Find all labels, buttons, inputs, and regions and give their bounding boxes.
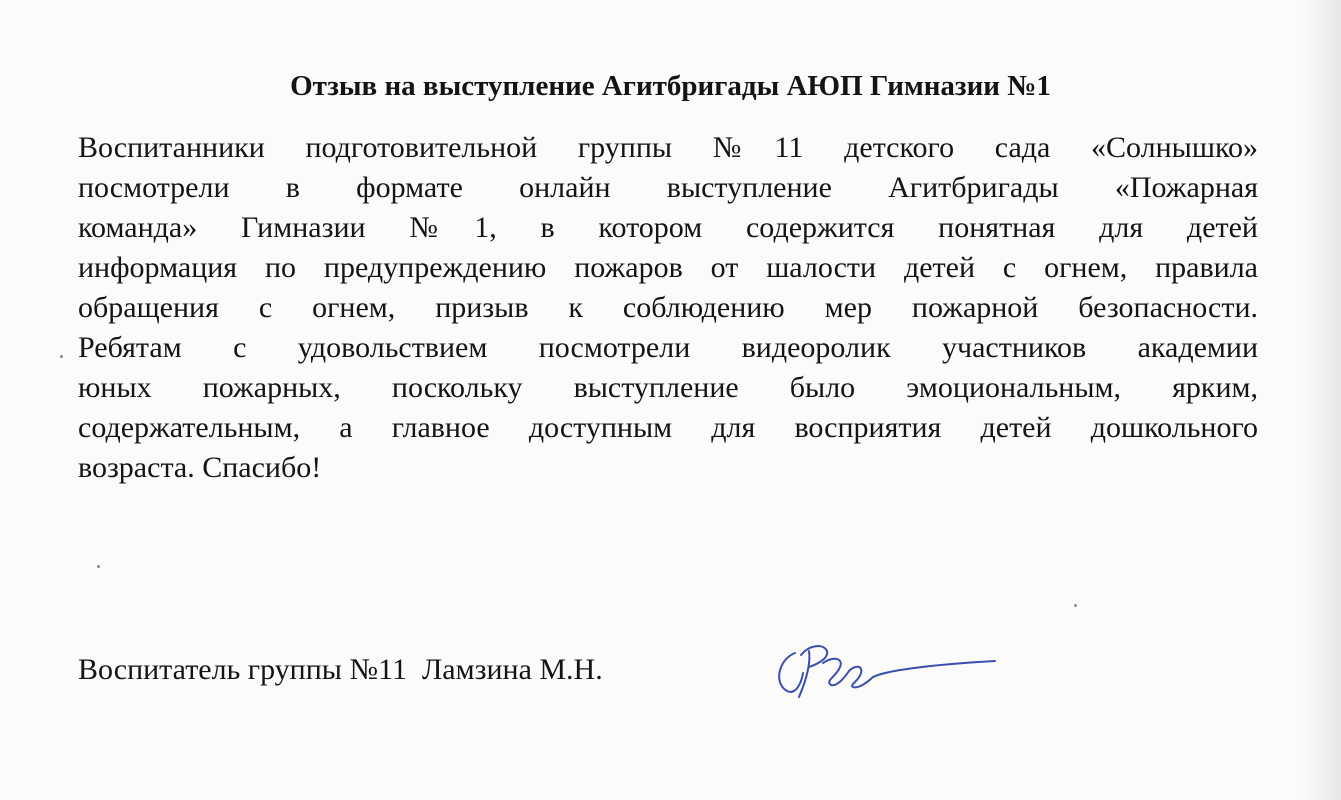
body-line: обращения с огнем, призыв к соблюдению мер пожарной безопасности. bbox=[78, 291, 1258, 324]
body-line: содержательным, а главное доступным для восприятия детей дошкольного bbox=[78, 411, 1258, 444]
body-line: информация по предупреждению пожаров от шалости детей с огнем, правила bbox=[78, 251, 1258, 284]
body-line: юных пожарных, поскольку выступление было эмоциональным, ярким, bbox=[78, 371, 1258, 404]
document-title: Отзыв на выступление Агитбригады АЮП Гимназии №1 bbox=[290, 70, 1051, 102]
handwritten-signature bbox=[765, 625, 1015, 715]
body-line: посмотрели в формате онлайн выступление Агитбригады «Пожарная bbox=[78, 171, 1258, 204]
scan-shadow-edge bbox=[1301, 0, 1341, 800]
body-line: возраста. Спасибо! bbox=[78, 451, 322, 484]
body-line: Ребятам с удовольствием посмотрели видеоролик участников академии bbox=[78, 331, 1258, 364]
scan-speck bbox=[1074, 604, 1077, 607]
document-body bbox=[78, 128, 1258, 488]
body-line: команда» Гимназии №1, в котором содержится понятная для детей bbox=[78, 211, 1258, 244]
signatory-line: Воспитатель группы №11 Ламзина М.Н. bbox=[78, 653, 603, 686]
scan-speck bbox=[97, 565, 100, 568]
body-line: Воспитанники подготовительной группы №11 детского сада «Солнышко» bbox=[78, 131, 1258, 164]
scan-speck bbox=[60, 355, 63, 358]
